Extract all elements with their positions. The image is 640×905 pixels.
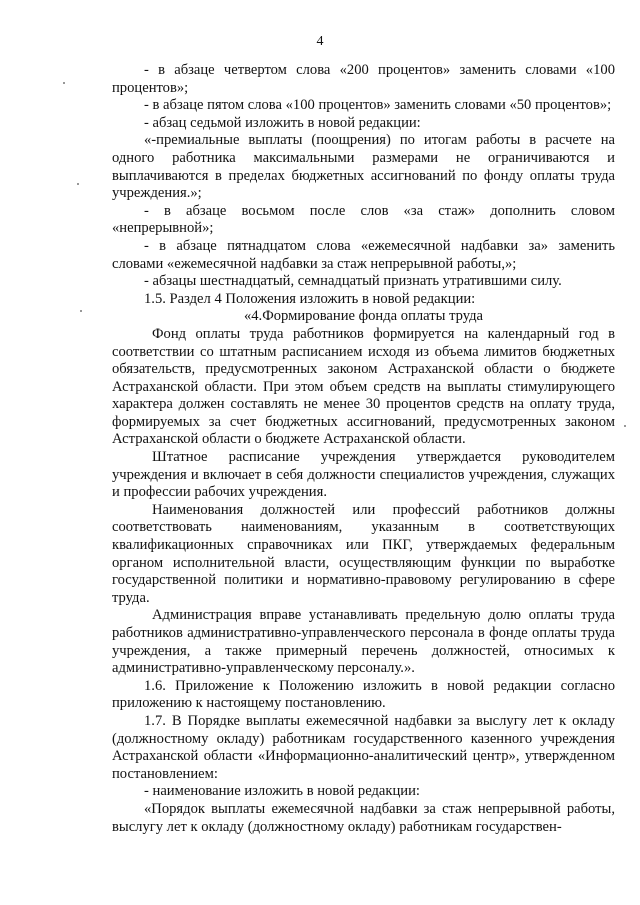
scan-speck xyxy=(77,183,79,185)
paragraph: 1.7. В Порядке выплаты ежемесячной надбавки за выслугу лет к окладу (должностному окладу) работникам государственного казенного учреждения Астраханской области «Информационно-аналитический центр», утвержденном постановлением: xyxy=(112,712,615,782)
paragraph: - в абзаце восьмом после слов «за стаж» дополнить словом «непрерывной»; xyxy=(112,202,615,237)
scan-speck xyxy=(63,82,65,84)
page-number: 4 xyxy=(316,34,324,49)
paragraph: Администрация вправе устанавливать предельную долю оплаты труда работников административно-управленческого персонала в фонде оплаты труда учреждения, а также примерный перечень должностей, относимых к административно-управленческому персоналу.». xyxy=(112,607,615,677)
paragraph: - абзац седьмой изложить в новой редакции: xyxy=(144,114,421,131)
paragraph: - наименование изложить в новой редакции: xyxy=(144,783,420,800)
document-body xyxy=(112,62,615,836)
paragraph: «Порядок выплаты ежемесячной надбавки за стаж непрерывной работы, выслугу лет к окладу (должностному окладу) работникам государствен- xyxy=(112,800,615,835)
scan-speck xyxy=(624,425,626,427)
paragraph: - абзацы шестнадцатый, семнадцатый признать утратившими силу. xyxy=(144,273,562,290)
paragraph: - в абзаце четвертом слова «200 процентов» заменить словами «100 процентов»; xyxy=(112,62,615,96)
paragraph: Штатное расписание учреждения утверждается руководителем учреждения и включает в себя должности специалистов учреждения, служащих и профессии рабочих учреждения. xyxy=(112,449,615,501)
section-heading: «4.Формирование фонда оплаты труда xyxy=(243,308,484,325)
paragraph: Наименования должностей или профессий работников должны соответствовать наименованиям, указанным в соответствующих квалификационных справочниках или ПКГ, утверждаемых федеральным органом исполнительной власти, осуществляющим функции по выработке государственной политики и нормативно-правовому регулированию в сфере труда. xyxy=(112,501,615,606)
paragraph: 1.6. Приложение к Положению изложить в новой редакции согласно приложению к настоящему постановлению. xyxy=(112,677,615,712)
paragraph: - в абзаце пятом слова «100 процентов» заменить словами «50 процентов»; xyxy=(144,97,612,114)
paragraph: Фонд оплаты труда работников формируется на календарный год в соответствии со штатным расписанием исходя из объема лимитов бюджетных обязательств, предусмотренных законом Астраханской области о бюджете Астраханской области. При этом объем средств на выплаты стимулирующего характера должен составлять не менее 30 процентов средств на оплату труда, формируемых за счет бюджетных ассигнований, предусмотренных законом Астраханской области о бюджете Астраханской области. xyxy=(112,325,615,448)
paragraph: «-премиальные выплаты (поощрения) по итогам работы в расчете на одного работника максимальными размерами не ограничиваются и выплачиваются в пределах бюджетных ассигнований по фонду оплаты труда учреждения.»; xyxy=(112,132,615,202)
scan-speck xyxy=(80,310,82,312)
paragraph: 1.5. Раздел 4 Положения изложить в новой редакции: xyxy=(144,290,476,307)
paragraph: - в абзаце пятнадцатом слова «ежемесячной надбавки за» заменить словами «ежемесячной надбавки за стаж непрерывной работы,»; xyxy=(112,237,615,272)
